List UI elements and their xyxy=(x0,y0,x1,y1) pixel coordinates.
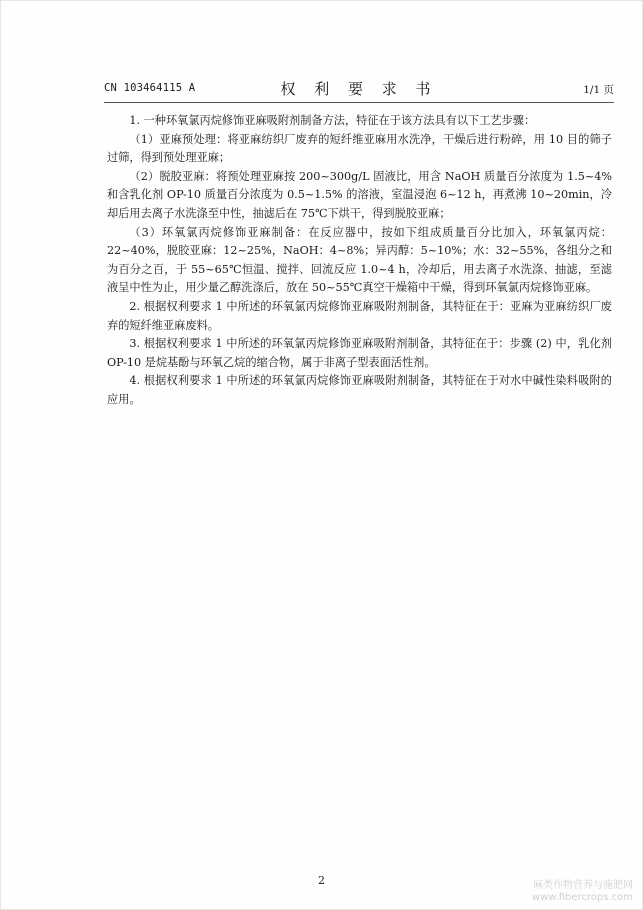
claim-2: 2. 根据权利要求 1 中所述的环氧氯丙烷修饰亚麻吸附剂制备，其特征在于：亚麻为亚麻纺织厂废弃的短纤维亚麻废料。 xyxy=(107,299,612,332)
claims-body xyxy=(107,112,612,410)
claim-1-step-2: （2）脱胶亚麻：将预处理亚麻按 200~300g/L 固液比，用含 NaOH 质量百分浓度为 1.5~4% 和含乳化剂 OP-10 质量百分浓度为 0.5~1.5% 的溶液，室温浸泡 6~12 h，再煮沸 10~20min，冷却后用去离子水洗涤至中性，抽滤后在 75℃下烘干，得到脱胶亚麻； xyxy=(107,169,612,220)
claim-1: 1. 一种环氧氯丙烷修饰亚麻吸附剂制备方法，特征在于该方法具有以下工艺步骤： xyxy=(129,114,536,127)
watermark-url: www.fibercrops.com xyxy=(531,892,633,903)
site-watermark xyxy=(532,880,633,904)
claim-1-step-1: （1）亚麻预处理：将亚麻纺织厂废弃的短纤维亚麻用水洗净，干燥后进行粉碎，用 10 目的筛子过筛，得到预处理亚麻； xyxy=(107,132,612,165)
claim-1-step-3: （3）环氧氯丙烷修饰亚麻制备：在反应器中，按如下组成质量百分比加入，环氧氯丙烷：22~40%，脱胶亚麻：12~25%，NaOH：4~8%；异丙醇：5~10%；水：32~55%，各组分之和为百分之百，于 55~65℃恒温、搅拌、回流反应 1.0~4 h，冷却后，用去离子水洗涤、抽滤，至滤液呈中性为止，用少量乙醇洗涤后，放在 50~55℃真空干燥箱中干燥，得到环氧氯丙烷修饰亚麻。 xyxy=(107,225,612,295)
page-number: 2 xyxy=(318,874,325,887)
header-divider xyxy=(104,102,614,103)
watermark-name: 麻类作物营养与施肥网 xyxy=(533,880,633,891)
claim-4: 4. 根据权利要求 1 中所述的环氧氯丙烷修饰亚麻吸附剂制备，其特征在于对水中碱性染料吸附的应用。 xyxy=(107,374,612,406)
claim-3: 3. 根据权利要求 1 中所述的环氧氯丙烷修饰亚麻吸附剂制备，其特征在于：步骤 (2) 中，乳化剂 OP-10 是烷基酚与环氧乙烷的缩合物，属于非离子型表面活性剂。 xyxy=(107,337,612,369)
page-indicator: 1/1 页 xyxy=(583,84,614,96)
patent-number: CN 103464115 A xyxy=(104,82,196,94)
document-title: 权 利 要 求 书 xyxy=(280,80,438,98)
page-header xyxy=(104,78,614,100)
